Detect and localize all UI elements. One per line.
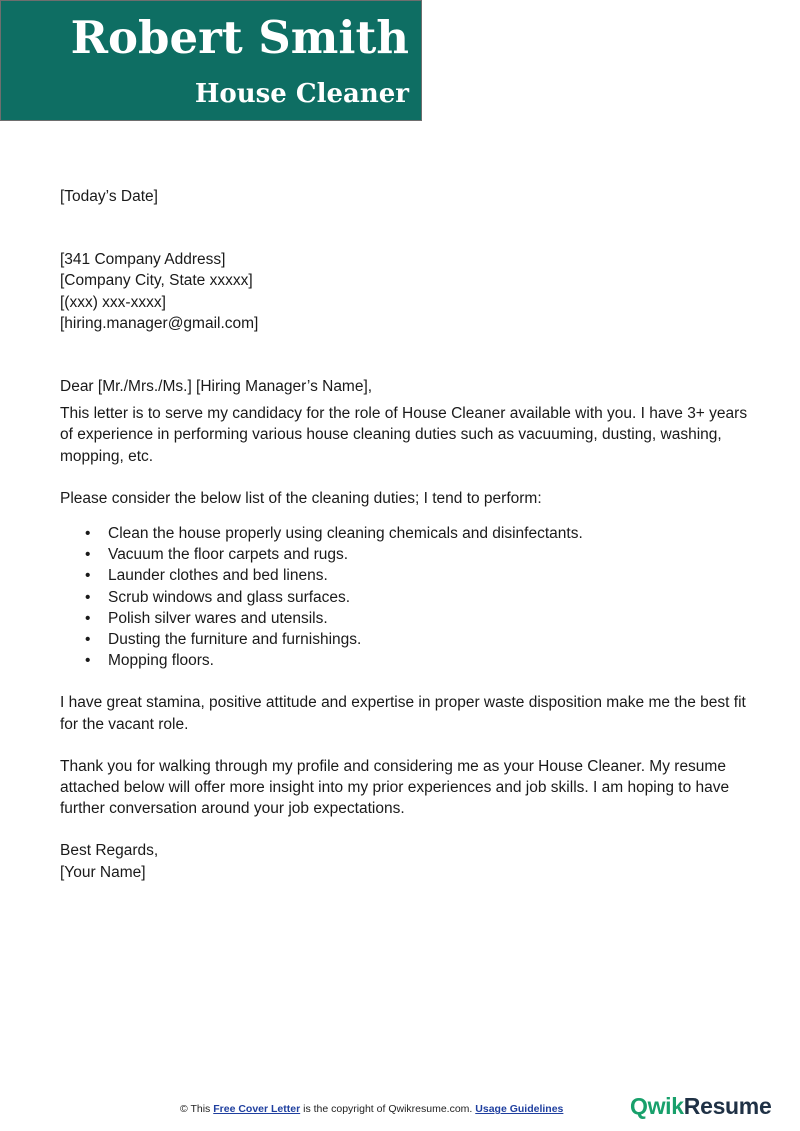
duty-text: Vacuum the floor carpets and rugs. [108,546,349,564]
bullet-icon: • [85,525,91,543]
paragraph-closing: Thank you for walking through my profile and considering me as your House Cleaner. My resume attached below will offer more insight into my prior experiences and job skills. I am hoping to have further conversation around your job expectations. [60,757,730,818]
address-line: [341 Company Address] [60,251,226,269]
list-item [60,650,750,671]
recipient-address [60,249,750,334]
paragraph-duties-intro: Please consider the below list of the cleaning duties; I tend to perform: [60,489,542,507]
duty-text: Dusting the furniture and furnishings. [108,631,362,649]
applicant-name: Robert Smith [70,11,409,64]
duty-text: Launder clothes and bed linens. [108,567,328,585]
address-line: [hiring.manager@gmail.com] [60,314,259,332]
salutation: Dear [Mr./Mrs./Ms.] [Hiring Manager’s Name], [60,378,373,396]
address-line: [(xxx) xxx-xxxx] [60,293,166,311]
paragraph-intro: This letter is to serve my candidacy for the role of House Cleaner available with you. I have 3+ years of experience in performing various house cleaning duties such as vacuuming, dusting, washing, mopping, etc. [60,405,748,465]
logo-part-resume: Resume [683,1093,772,1119]
job-title: House Cleaner [194,79,409,109]
closing: Best Regards, [60,842,159,860]
free-cover-letter-link[interactable]: Free Cover Letter [213,1103,301,1115]
list-item [60,608,750,629]
list-item [60,587,750,608]
list-item [60,565,750,586]
address-line: [Company City, State xxxxx] [60,272,253,290]
letter-body [60,186,750,883]
qwikresume-logo [630,1093,771,1120]
header-band [0,0,422,121]
footer-copyright [180,1103,563,1115]
list-item [60,544,750,565]
sign-off [60,840,750,882]
list-item [60,629,750,650]
logo-part-qwik: Qwik [630,1093,684,1119]
bullet-icon: • [85,567,91,585]
footer-middle: is the copyright of Qwikresume.com. [303,1103,473,1115]
usage-guidelines-link[interactable]: Usage Guidelines [475,1103,564,1115]
duty-text: Mopping floors. [108,652,214,670]
signature: [Your Name] [60,863,146,881]
letter-date: [Today’s Date] [60,188,158,205]
bullet-icon: • [85,609,91,627]
duty-text: Polish silver wares and utensils. [108,609,328,627]
paragraph-qualities: I have great stamina, positive attitude and expertise in proper waste disposition make me the best fit for the vacant role. [60,694,746,733]
duty-text: Clean the house properly using cleaning chemicals and disinfectants. [108,525,583,543]
bullet-icon: • [85,652,91,670]
footer-prefix: © This [180,1103,211,1115]
duties-list [60,523,750,671]
bullet-icon: • [85,546,91,564]
bullet-icon: • [85,588,91,606]
duty-text: Scrub windows and glass surfaces. [108,588,351,606]
list-item [60,523,750,544]
bullet-icon: • [85,631,91,649]
